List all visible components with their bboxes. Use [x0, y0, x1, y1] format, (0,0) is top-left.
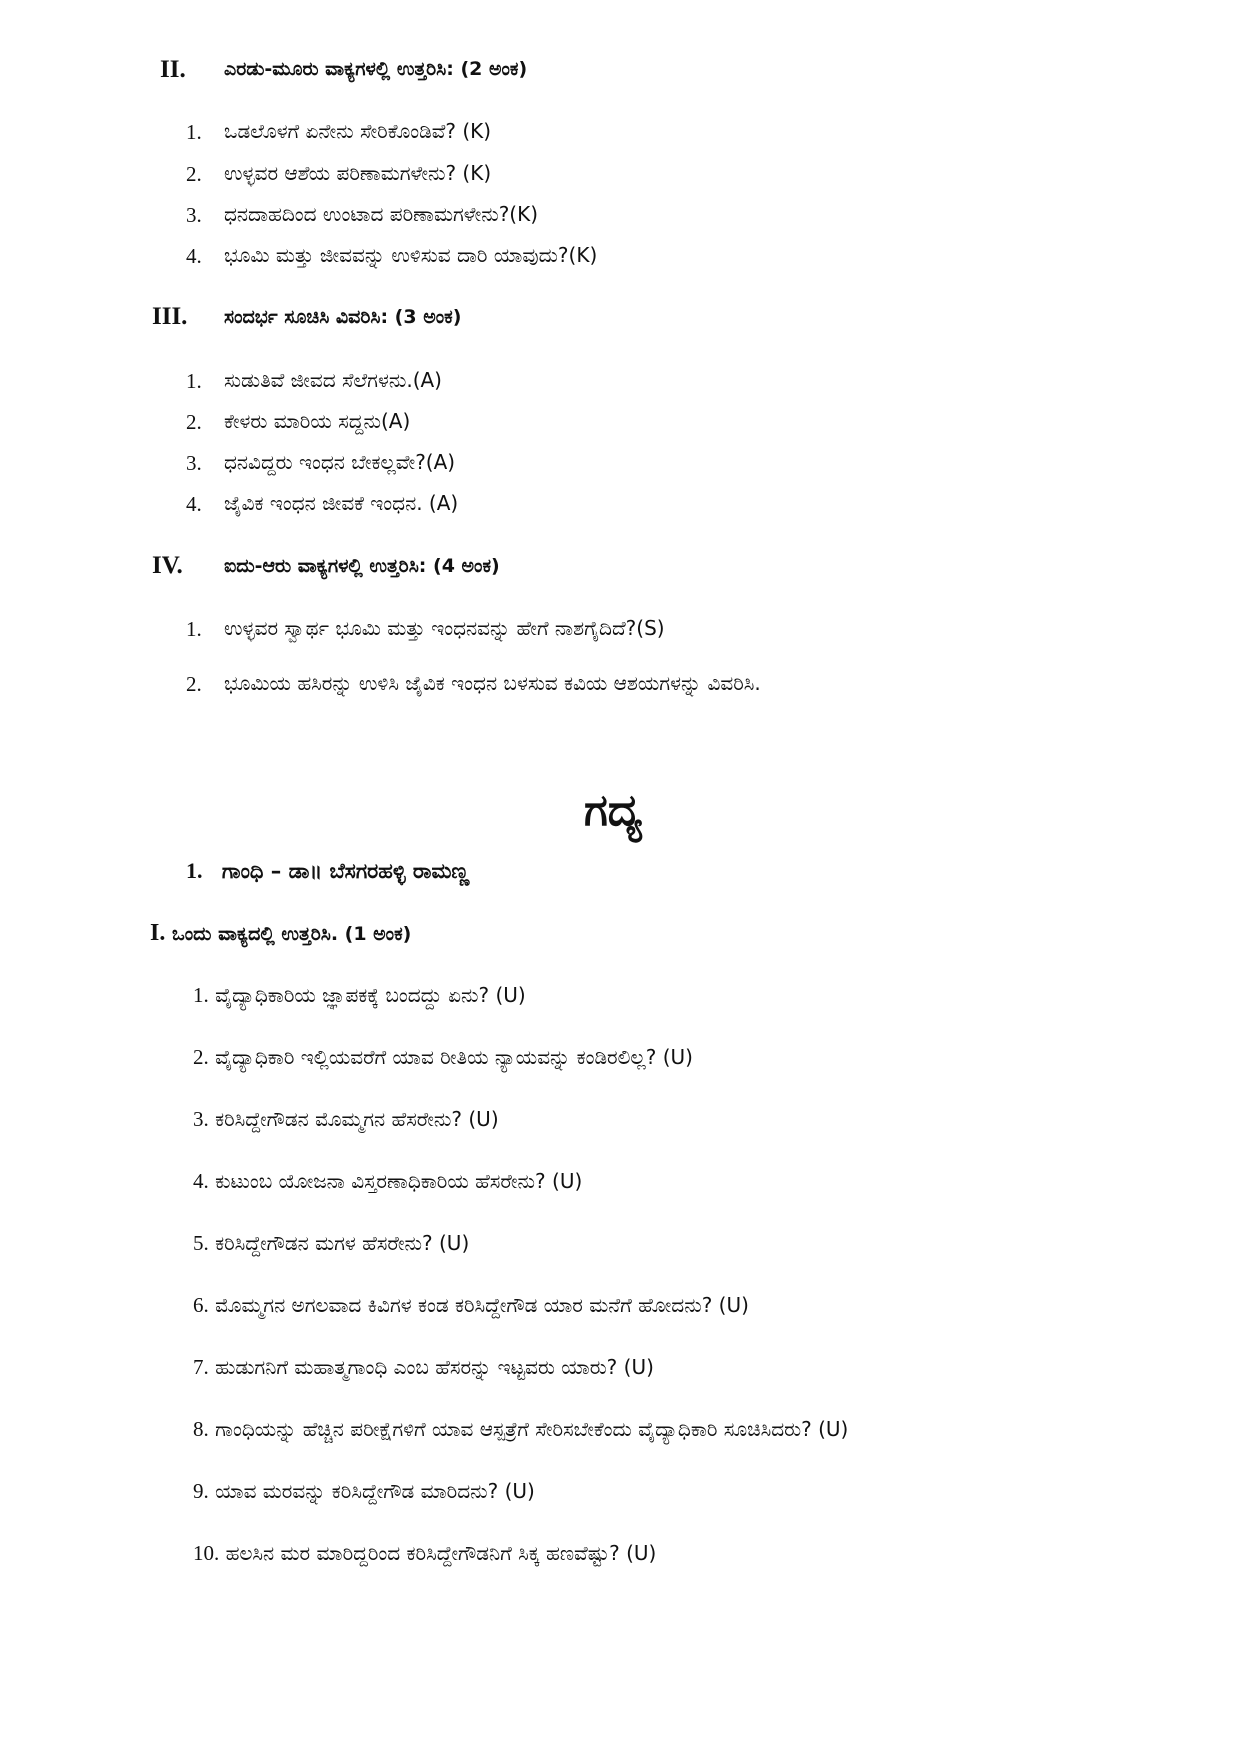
q-ii-1-number: 1.	[186, 120, 202, 144]
section-ii-numeral: II.	[160, 56, 186, 83]
q-ii-4-number: 4.	[186, 244, 202, 268]
q-i-8-text: ಗಾಂಧಿಯನ್ನು ಹೆಚ್ಚಿನ ಪರೀಕ್ಷೆಗಳಿಗೆ ಯಾವ ಆಸ್ಪತ್ರೆಗೆ ಸೇರಿಸಬೇಕೆಂದು ವೈದ್ಯಾಧಿಕಾರಿ ಸೂಚಿಸಿದರು? (U)	[215, 1417, 849, 1441]
q-i-2	[193, 1045, 693, 1070]
q-i-9-number: 9.	[193, 1479, 209, 1503]
q-i-7-text: ಹುಡುಗನಿಗೆ ಮಹಾತ್ಮಗಾಂಧಿ ಎಂಬ ಹೆಸರನ್ನು ಇಟ್ಟವರು ಯಾರು? (U)	[215, 1355, 654, 1379]
section-i-numeral: I.	[150, 920, 166, 946]
q-i-1	[193, 983, 526, 1008]
section-iv-title: ಐದು-ಆರು ವಾಕ್ಯಗಳಲ್ಲಿ ಉತ್ತರಿಸಿ: (4 ಅಂಕ)	[224, 555, 500, 577]
section-ii-title: ಎರಡು-ಮೂರು ವಾಕ್ಯಗಳಲ್ಲಿ ಉತ್ತರಿಸಿ: (2 ಅಂಕ)	[224, 58, 528, 80]
q-ii-2-number: 2.	[186, 162, 202, 186]
q-ii-1-text: ಒಡಲೊಳಗೆ ಏನೇನು ಸೇರಿಕೊಂಡಿವೆ? (K)	[224, 119, 492, 143]
lesson-title: ಗಾಂಧಿ – ಡಾ॥ ಬೆಸಗರಹಳ್ಳಿ ರಾಮಣ್ಣ	[221, 859, 470, 883]
q-iii-3-number: 3.	[186, 451, 202, 475]
q-i-9	[193, 1479, 535, 1504]
q-ii-3-number: 3.	[186, 203, 202, 227]
q-i-4-text: ಕುಟುಂಬ ಯೋಜನಾ ವಿಸ್ತರಣಾಧಿಕಾರಿಯ ಹೆಸರೇನು? (U)	[215, 1169, 583, 1193]
q-iii-2-text: ಕೇಳರು ಮಾರಿಯ ಸದ್ದನು(A)	[224, 409, 411, 433]
q-i-10-number: 10.	[193, 1541, 220, 1565]
q-iv-1-number: 1.	[186, 617, 202, 641]
q-iii-1-text: ಸುಡುತಿವೆ ಜೀವದ ಸೆಲೆಗಳನು.(A)	[224, 368, 442, 392]
q-i-6-text: ಮೊಮ್ಮಗನ ಅಗಲವಾದ ಕಿವಿಗಳ ಕಂಡ ಕರಿಸಿದ್ದೇಗೌಡ ಯಾರ ಮನೆಗೆ ಹೋದನು? (U)	[215, 1293, 749, 1317]
q-iv-2-text: ಭೂಮಿಯ ಹಸಿರನ್ನು ಉಳಿಸಿ ಜೈವಿಕ ಇಂಧನ ಬಳಸುವ ಕವಿಯ ಆಶಯಗಳನ್ನು ವಿವರಿಸಿ.	[224, 671, 761, 695]
q-iii-1-number: 1.	[186, 369, 202, 393]
q-i-2-text: ವೈದ್ಯಾಧಿಕಾರಿ ಇಲ್ಲಿಯವರೆಗೆ ಯಾವ ರೀತಿಯ ನ್ಯಾಯವನ್ನು ಕಂಡಿರಲಿಲ್ಲ? (U)	[215, 1045, 693, 1069]
lesson-number: 1.	[186, 858, 203, 883]
q-i-3	[193, 1107, 499, 1132]
q-i-2-number: 2.	[193, 1045, 209, 1069]
prose-heading: ಗದ್ಯ	[584, 785, 643, 836]
q-i-6-number: 6.	[193, 1293, 209, 1317]
q-i-7	[193, 1355, 654, 1380]
q-iv-1-text: ಉಳ್ಳವರ ಸ್ವಾರ್ಥ ಭೂಮಿ ಮತ್ತು ಇಂಧನವನ್ನು ಹೇಗೆ ನಾಶಗೈದಿದೆ?(S)	[224, 616, 665, 640]
q-i-8	[193, 1417, 848, 1442]
q-ii-2-text: ಉಳ್ಳವರ ಆಶೆಯ ಪರಿಣಾಮಗಳೇನು? (K)	[224, 161, 492, 185]
q-i-6	[193, 1293, 749, 1318]
q-i-3-number: 3.	[193, 1107, 209, 1131]
lesson-heading	[186, 858, 469, 884]
section-iv-numeral: IV.	[152, 552, 183, 579]
section-i-title: ಒಂದು ವಾಕ್ಯದಲ್ಲಿ ಉತ್ತರಿಸಿ. (1 ಅಂಕ)	[171, 923, 412, 945]
q-ii-4-text: ಭೂಮಿ ಮತ್ತು ಜೀವವನ್ನು ಉಳಿಸುವ ದಾರಿ ಯಾವುದು?(K)	[224, 243, 598, 267]
section-iii-numeral: III.	[152, 303, 188, 330]
q-iii-2-number: 2.	[186, 410, 202, 434]
q-i-1-number: 1.	[193, 983, 209, 1007]
q-i-3-text: ಕರಿಸಿದ್ದೇಗೌಡನ ಮೊಮ್ಮಗನ ಹೆಸರೇನು? (U)	[215, 1107, 499, 1131]
q-i-10	[193, 1541, 656, 1566]
q-i-5	[193, 1231, 469, 1256]
q-iii-4-text: ಜೈವಿಕ ಇಂಧನ ಜೀವಕೆ ಇಂಧನ. (A)	[224, 491, 459, 515]
q-iii-4-number: 4.	[186, 492, 202, 516]
q-i-7-number: 7.	[193, 1355, 209, 1379]
section-i-heading	[150, 920, 411, 947]
q-ii-3-text: ಧನದಾಹದಿಂದ ಉಂಟಾದ ಪರಿಣಾಮಗಳೇನು?(K)	[224, 202, 539, 226]
q-i-8-number: 8.	[193, 1417, 209, 1441]
q-iv-2-number: 2.	[186, 672, 202, 696]
q-i-4-number: 4.	[193, 1169, 209, 1193]
section-iii-title: ಸಂದರ್ಭ ಸೂಚಿಸಿ ವಿವರಿಸಿ: (3 ಅಂಕ)	[224, 306, 462, 328]
q-i-5-number: 5.	[193, 1231, 209, 1255]
q-i-9-text: ಯಾವ ಮರವನ್ನು ಕರಿಸಿದ್ದೇಗೌಡ ಮಾರಿದನು? (U)	[215, 1479, 535, 1503]
q-i-1-text: ವೈದ್ಯಾಧಿಕಾರಿಯ ಜ್ಞಾಪಕಕ್ಕೆ ಬಂದದ್ದು ಏನು? (U)	[215, 983, 526, 1007]
q-iii-3-text: ಧನವಿದ್ದರು ಇಂಧನ ಬೇಕಲ್ಲವೇ?(A)	[224, 450, 456, 474]
q-i-5-text: ಕರಿಸಿದ್ದೇಗೌಡನ ಮಗಳ ಹೆಸರೇನು? (U)	[215, 1231, 470, 1255]
q-i-10-text: ಹಲಸಿನ ಮರ ಮಾರಿದ್ದರಿಂದ ಕರಿಸಿದ್ದೇಗೌಡನಿಗೆ ಸಿಕ್ಕ ಹಣವೆಷ್ಟು? (U)	[225, 1541, 657, 1565]
q-i-4	[193, 1169, 582, 1194]
